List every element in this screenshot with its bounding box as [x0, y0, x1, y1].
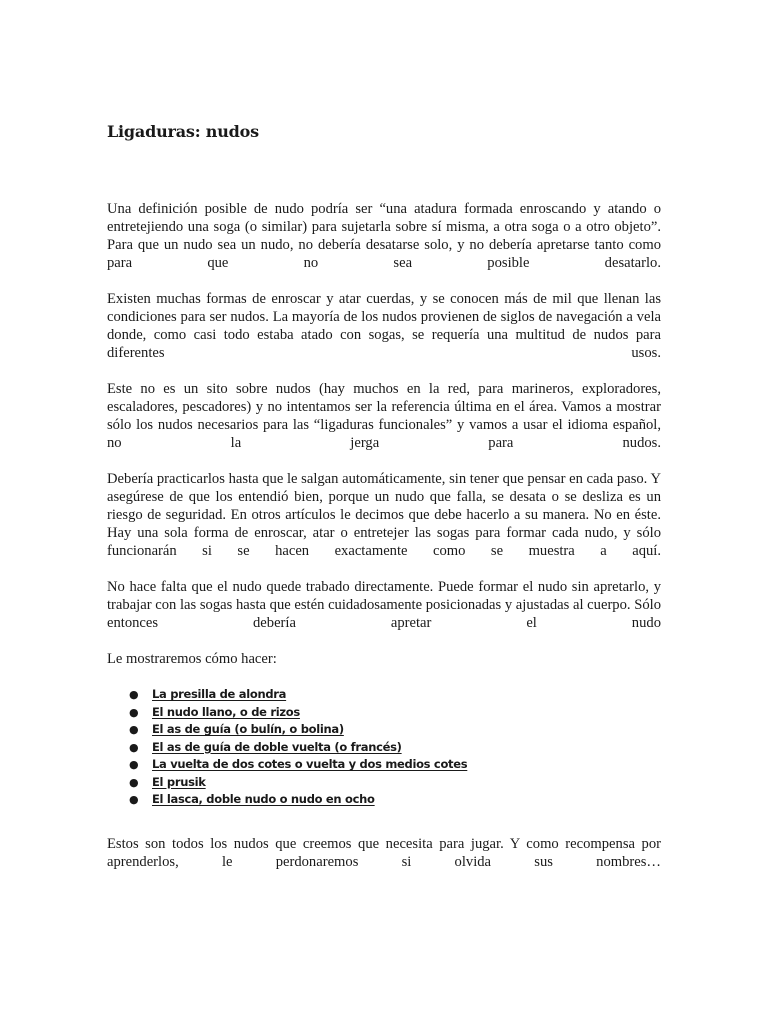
paragraph-practice: Debería practicarlos hasta que le salgan automáticamente, sin tener que pensar en cada paso. Y asegúrese de que los entendió bien, porque un nudo que falla, se desata o se desliza es un riesgo de seguridad. En otros artículos le decimos que debe hacerlo a su manera. No en éste. Hay una sola forma de enroscar, atar o entretejer las sogas para formar cada nudo, y sólo funcionarán si se hacen exactamente como se muestra a aquí.	[107, 471, 661, 559]
bullet-icon: ●	[129, 740, 139, 754]
document-title: Ligaduras: nudos	[107, 122, 259, 141]
bullet-icon: ●	[129, 793, 139, 806]
link-nudo-llano[interactable]: El nudo llano, o de rizos	[152, 704, 300, 719]
paragraph-tightening: No hace falta que el nudo quede trabado directamente. Puede formar el nudo sin apretarlo, y trabajar con las sogas hasta que estén cuidadosamente posicionadas y ajustadas al cuerpo. Sólo entonces debería apretar el nudo	[107, 579, 661, 631]
bullet-icon: ●	[129, 723, 139, 736]
bullet-icon: ●	[129, 758, 139, 771]
link-vuelta-dos-cotes[interactable]: La vuelta de dos cotes o vuelta y dos medios cotes	[152, 757, 468, 771]
link-lasca-nudo-en-ocho[interactable]: El lasca, doble nudo o nudo en ocho	[152, 792, 375, 806]
link-as-de-guia-doble-vuelta[interactable]: El as de guía de doble vuelta (o francés)	[152, 739, 402, 754]
link-as-de-guia[interactable]: El as de guía (o bulín, o bolina)	[152, 722, 344, 736]
list-item	[129, 704, 661, 722]
paragraph-closing: Estos son todos los nudos que creemos que necesita para jugar. Y como recompensa por aprenderlos, le perdonaremos si olvida sus nombres…	[107, 835, 661, 870]
list-item	[129, 791, 661, 809]
paragraph-scope: Este no es un sito sobre nudos (hay muchos en la red, para marineros, exploradores, escaladores, pescadores) y no intentamos ser la referencia última en el área. Vamos a mostrar sólo los nudos necesarios para las “ligaduras funcionales” y vamos a usar el idioma español, no la jerga para nudos.	[107, 381, 661, 451]
list-item	[129, 721, 661, 739]
document-body	[107, 200, 661, 889]
bullet-icon: ●	[129, 775, 139, 789]
list-item	[129, 686, 661, 704]
bullet-icon: ●	[129, 705, 139, 719]
list-intro: Le mostraremos cómo hacer:	[107, 651, 277, 667]
link-presilla-de-alondra[interactable]: La presilla de alondra	[152, 687, 287, 701]
spacer	[107, 809, 661, 835]
list-item	[129, 739, 661, 757]
list-item	[129, 756, 661, 774]
paragraph-forms: Existen muchas formas de enroscar y atar cuerdas, y se conocen más de mil que llenan las condiciones para ser nudos. La mayoría de los nudos provienen de siglos de navegación a vela donde, como casi todo estaba atado con sogas, se requería una multitud de nudos para diferentes usos.	[107, 291, 661, 361]
paragraph-definition: Una definición posible de nudo podría ser “una atadura formada enroscando y atando o entretejiendo una soga (o similar) para sujetarla sobre sí misma, a otra soga o a otro objeto”. Para que un nudo sea un nudo, no debería desatarse solo, y no debería apretarse tanto como para que no sea posible desatarlo.	[107, 201, 661, 271]
knot-link-list	[107, 686, 661, 809]
link-prusik[interactable]: El prusik	[152, 774, 206, 789]
list-item	[129, 774, 661, 792]
bullet-icon: ●	[129, 688, 139, 701]
